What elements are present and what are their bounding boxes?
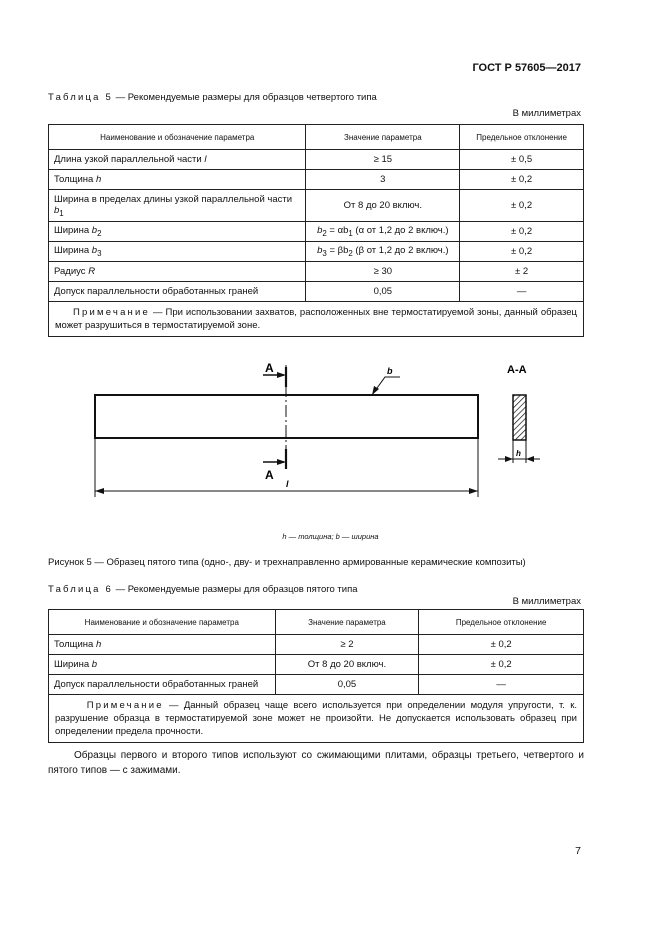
table5-header-name: Наименование и обозначение параметра bbox=[49, 125, 306, 150]
table-row bbox=[49, 635, 584, 655]
param-tolerance: ± 0,2 bbox=[419, 635, 584, 655]
dim-arrow-left bbox=[95, 488, 104, 494]
figure5-drawing bbox=[0, 355, 661, 505]
param-value: От 8 до 20 включ. bbox=[306, 190, 460, 222]
param-tolerance: ± 2 bbox=[460, 262, 584, 282]
label-b: b bbox=[387, 366, 393, 376]
table-row bbox=[49, 282, 584, 302]
table-row bbox=[49, 675, 584, 695]
table-row bbox=[49, 190, 584, 222]
table5-header-value: Значение параметра bbox=[306, 125, 460, 150]
param-tolerance: ± 0,5 bbox=[460, 150, 584, 170]
param-name: Радиус R bbox=[49, 262, 306, 282]
table-row bbox=[49, 242, 584, 262]
table5 bbox=[48, 124, 584, 337]
param-name: Толщина h bbox=[49, 170, 306, 190]
table6-header-tolerance: Предельное отклонение bbox=[419, 610, 584, 635]
table-row bbox=[49, 222, 584, 242]
param-tolerance: — bbox=[419, 675, 584, 695]
table6-header-name: Наименование и обозначение параметра bbox=[49, 610, 276, 635]
dim-arrow-right bbox=[469, 488, 478, 494]
label-l: l bbox=[286, 479, 289, 489]
section-arrowhead-top bbox=[277, 372, 286, 378]
param-value: 3 bbox=[306, 170, 460, 190]
label-A-bottom: A bbox=[265, 468, 274, 482]
leader-b bbox=[372, 377, 400, 395]
figure5-caption: Рисунок 5 — Образец пятого типа (одно-, дву- и трехнаправленно армированные керамические композиты) bbox=[48, 557, 526, 568]
param-value: 0,05 bbox=[306, 282, 460, 302]
param-name: Ширина $b_2$ bbox=[49, 222, 306, 242]
standard-designation: ГОСТ Р 57605—2017 bbox=[472, 62, 581, 74]
param-name: Ширина в пределах длины узкой параллельной части $b_1$ bbox=[49, 190, 306, 222]
param-name: Ширина b bbox=[49, 655, 276, 675]
section-arrowhead-bottom bbox=[277, 459, 286, 465]
table-note-row bbox=[49, 695, 584, 743]
table-note-row bbox=[49, 302, 584, 337]
param-tolerance: ± 0,2 bbox=[460, 190, 584, 222]
param-value: От 8 до 20 включ. bbox=[275, 655, 419, 675]
table5-note: Примечание — При использовании захватов, расположенных вне термостатируемой зоны, данный образец может разрушиться в термостатируемой зоне. bbox=[49, 302, 584, 337]
param-name: Толщина h bbox=[49, 635, 276, 655]
label-h: h bbox=[516, 449, 521, 458]
table5-caption: Таблица 5 — Рекомендуемые размеры для образцов четвертого типа bbox=[48, 92, 377, 103]
table6-header-value: Значение параметра bbox=[275, 610, 419, 635]
body-paragraph: Образцы первого и второго типов используют со сжимающими плитами, образцы третьего, четвертого и пятого типов — с зажимами. bbox=[48, 750, 584, 776]
page-number: 7 bbox=[575, 845, 581, 857]
table6-units: В миллиметрах bbox=[512, 596, 581, 607]
label-section-AA: A-A bbox=[507, 364, 527, 376]
table6-caption: Таблица 6 — Рекомендуемые размеры для образцов пятого типа bbox=[48, 584, 358, 595]
param-value: ≥ 30 bbox=[306, 262, 460, 282]
label-A-top: A bbox=[265, 361, 274, 375]
param-tolerance: ± 0,2 bbox=[460, 170, 584, 190]
param-value: ≥ 2 bbox=[275, 635, 419, 655]
param-tolerance: ± 0,2 bbox=[460, 242, 584, 262]
section-hatched bbox=[513, 395, 526, 440]
param-value: 0,05 bbox=[275, 675, 419, 695]
table-row bbox=[49, 150, 584, 170]
table6-note: Примечание — Данный образец чаще всего используется при определении модуля упругости, т. к. разрушение образца в термостатируемой зоне может не произойти. Не допускается использовать образец при определении предела прочности. bbox=[49, 695, 584, 743]
param-name: Допуск параллельности обработанных граней bbox=[49, 282, 306, 302]
table-row bbox=[49, 262, 584, 282]
table-row bbox=[49, 655, 584, 675]
param-tolerance: ± 0,2 bbox=[419, 655, 584, 675]
table5-header-tolerance: Предельное отклонение bbox=[460, 125, 584, 150]
param-name: Ширина $b_3$ bbox=[49, 242, 306, 262]
param-value: $b_2 = \alpha b_1$ (α от 1,2 до 2 включ.) bbox=[306, 222, 460, 242]
table5-units: В миллиметрах bbox=[512, 108, 581, 119]
section-dim-arrow-left bbox=[505, 456, 513, 462]
param-name: Допуск параллельности обработанных граней bbox=[49, 675, 276, 695]
param-name: Длина узкой параллельной части l bbox=[49, 150, 306, 170]
param-value: $b_3 = \beta b_2$ (β от 1,2 до 2 включ.) bbox=[306, 242, 460, 262]
figure5-legend: h — толщина; b — ширина bbox=[282, 532, 379, 541]
table6 bbox=[48, 609, 584, 743]
section-dim-arrow-right bbox=[526, 456, 534, 462]
param-value: ≥ 15 bbox=[306, 150, 460, 170]
param-tolerance: — bbox=[460, 282, 584, 302]
table-row bbox=[49, 170, 584, 190]
param-tolerance: ± 0,2 bbox=[460, 222, 584, 242]
